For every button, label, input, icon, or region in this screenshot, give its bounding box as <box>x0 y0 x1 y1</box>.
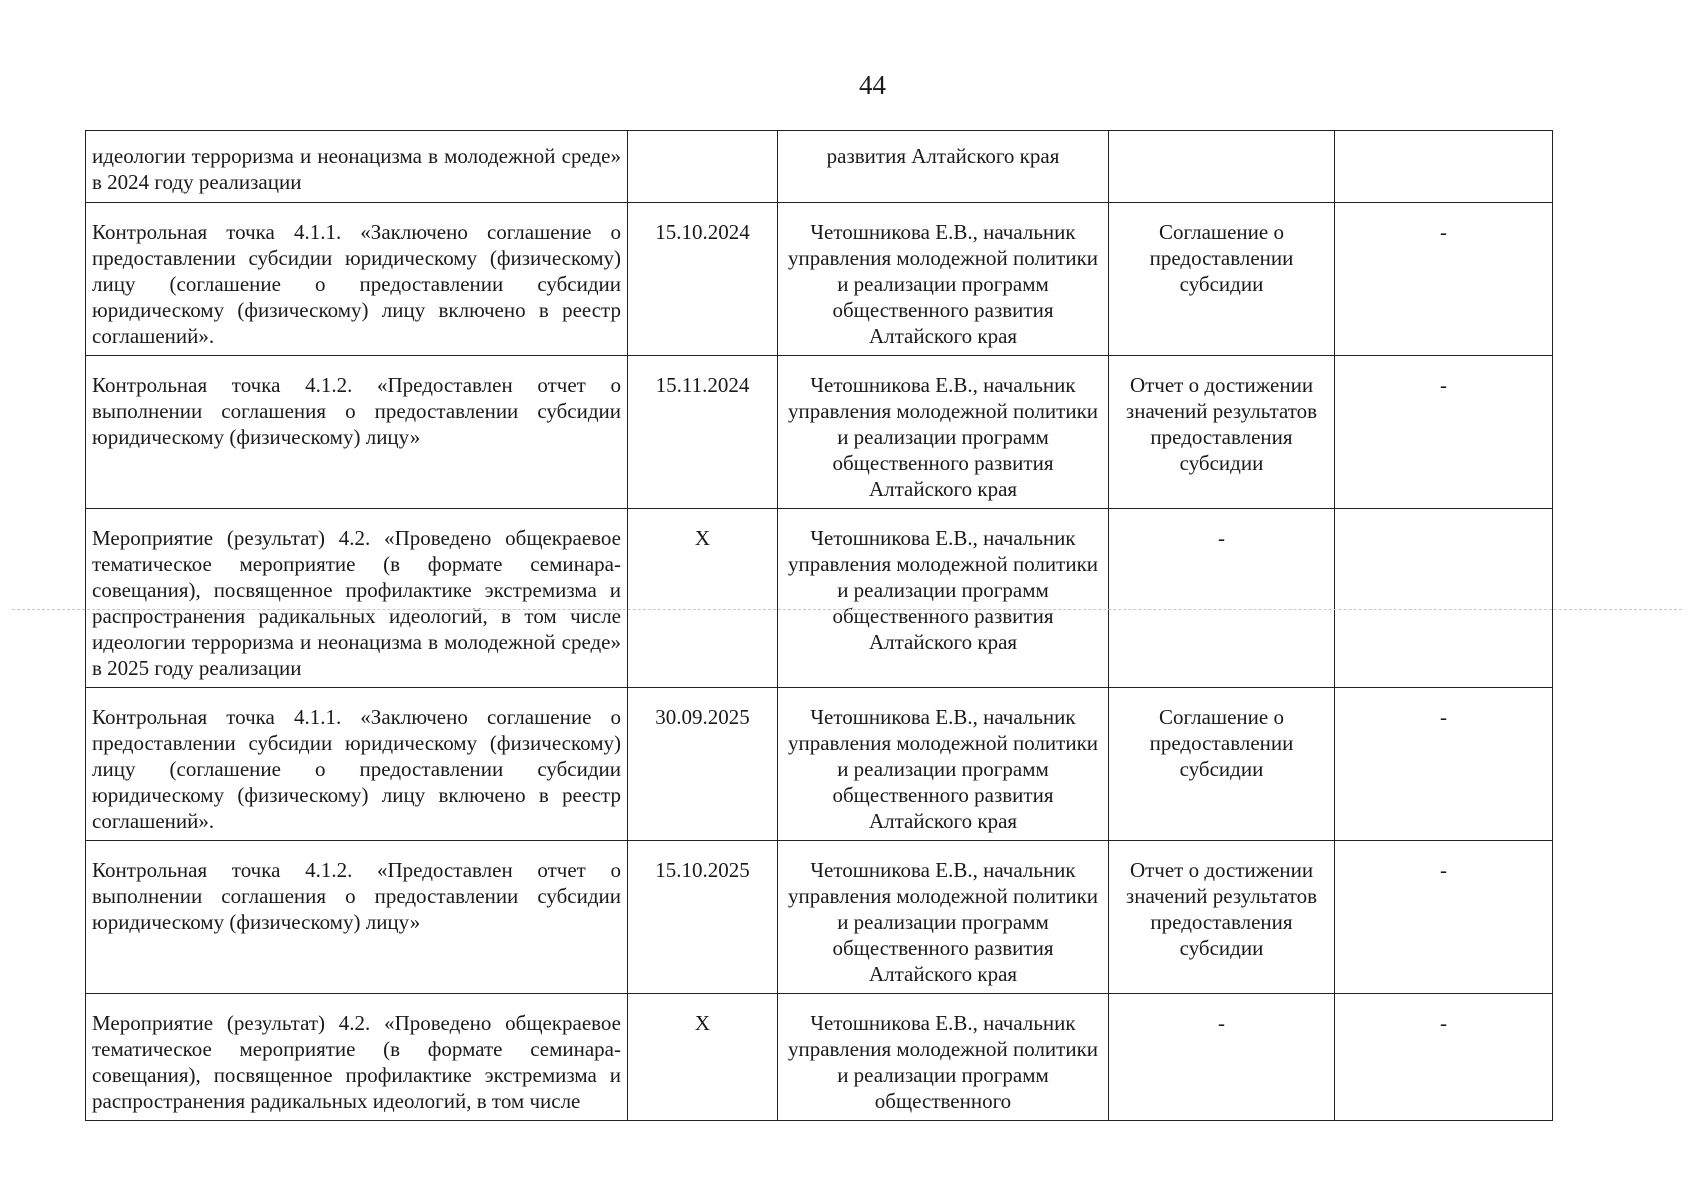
table-row <box>86 203 1553 356</box>
page-number: 44 <box>859 70 886 100</box>
event-description: Мероприятие (результат) 4.2. «Проведено общекраевое тематическое мероприятие (в формате семинара-совещания), посвященное профилактике экстремизма и распространения радикальных идеологий, в том числе <box>86 994 628 1121</box>
result-document: - <box>1109 509 1335 688</box>
deadline-date <box>628 131 778 203</box>
deadline-date: 30.09.2025 <box>628 688 778 841</box>
responsible-person: развития Алтайского края <box>778 131 1109 203</box>
table-row <box>86 841 1553 994</box>
note-cell: - <box>1335 356 1553 509</box>
event-description: идеологии терроризма и неонацизма в молодежной среде» в 2024 году реализации <box>86 131 628 203</box>
plan-table <box>85 130 1553 1121</box>
event-description: Контрольная точка 4.1.2. «Предоставлен отчет о выполнении соглашения о предоставлении субсидии юридическому (физическому) лицу» <box>86 356 628 509</box>
table-row <box>86 131 1553 203</box>
responsible-person: Четошникова Е.В., начальник управления молодежной политики и реализации программ общественного развития Алтайского края <box>778 356 1109 509</box>
event-description: Контрольная точка 4.1.1. «Заключено соглашение о предоставлении субсидии юридическому (физическому) лицу (соглашение о предоставлении субсидии юридическому (физическому) лицу включено в реестр соглашений». <box>86 688 628 841</box>
note-cell: - <box>1335 841 1553 994</box>
note-cell <box>1335 509 1553 688</box>
event-description: Мероприятие (результат) 4.2. «Проведено общекраевое тематическое мероприятие (в формате семинара-совещания), посвященное профилактике экстремизма и распространения радикальных идеологий, в том числе идеологии терроризма и неонацизма в молодежной среде» в 2025 году реализации <box>86 509 628 688</box>
responsible-person: Четошникова Е.В., начальник управления молодежной политики и реализации программ общественного развития Алтайского края <box>778 688 1109 841</box>
event-description: Контрольная точка 4.1.1. «Заключено соглашение о предоставлении субсидии юридическому (физическому) лицу (соглашение о предоставлении субсидии юридическому (физическому) лицу включено в реестр соглашений». <box>86 203 628 356</box>
table-row <box>86 509 1553 688</box>
deadline-date: X <box>628 994 778 1121</box>
result-document <box>1109 131 1335 203</box>
table-row <box>86 994 1553 1121</box>
responsible-person: Четошникова Е.В., начальник управления молодежной политики и реализации программ общественного развития Алтайского края <box>778 203 1109 356</box>
event-description: Контрольная точка 4.1.2. «Предоставлен отчет о выполнении соглашения о предоставлении субсидии юридическому (физическому) лицу» <box>86 841 628 994</box>
responsible-person: Четошникова Е.В., начальник управления молодежной политики и реализации программ общественного развития Алтайского края <box>778 509 1109 688</box>
responsible-person: Четошникова Е.В., начальник управления молодежной политики и реализации программ общественного <box>778 994 1109 1121</box>
result-document: Отчет о достижении значений результатов предоставления субсидии <box>1109 356 1335 509</box>
note-cell: - <box>1335 688 1553 841</box>
note-cell: - <box>1335 203 1553 356</box>
result-document: - <box>1109 994 1335 1121</box>
deadline-date: 15.10.2025 <box>628 841 778 994</box>
note-cell <box>1335 131 1553 203</box>
deadline-date: 15.10.2024 <box>628 203 778 356</box>
result-document: Соглашение о предоставлении субсидии <box>1109 688 1335 841</box>
table-row <box>86 356 1553 509</box>
table-row <box>86 688 1553 841</box>
deadline-date: 15.11.2024 <box>628 356 778 509</box>
result-document: Отчет о достижении значений результатов предоставления субсидии <box>1109 841 1335 994</box>
scan-artifact-line <box>12 609 1682 610</box>
note-cell: - <box>1335 994 1553 1121</box>
responsible-person: Четошникова Е.В., начальник управления молодежной политики и реализации программ общественного развития Алтайского края <box>778 841 1109 994</box>
result-document: Соглашение о предоставлении субсидии <box>1109 203 1335 356</box>
deadline-date: X <box>628 509 778 688</box>
